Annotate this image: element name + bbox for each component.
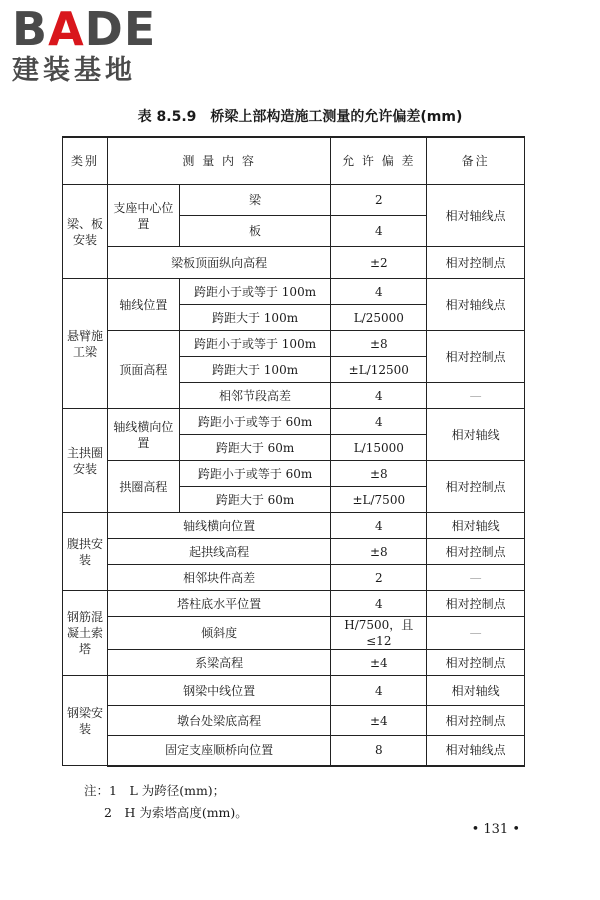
item-cell: 跨距大于 100m bbox=[179, 357, 331, 383]
category-cell: 腹拱安装 bbox=[63, 513, 108, 591]
value-cell: 4 bbox=[331, 409, 427, 435]
table-row bbox=[63, 539, 525, 565]
note-1: 注：1 L 为跨径(mm)； bbox=[84, 783, 226, 798]
remark-cell: — bbox=[427, 617, 525, 650]
remark-cell: 相对控制点 bbox=[427, 591, 525, 617]
remark-cell: 相对控制点 bbox=[427, 706, 525, 736]
remark-cell: — bbox=[427, 383, 525, 409]
value-cell: ±8 bbox=[331, 331, 427, 357]
header-remark: 备注 bbox=[427, 137, 525, 185]
group-cell: 顶面高程 bbox=[107, 331, 179, 409]
item-cell: 起拱线高程 bbox=[107, 539, 330, 565]
remark-cell: 相对控制点 bbox=[427, 650, 525, 676]
table-row bbox=[63, 650, 525, 676]
remark-cell: 相对轴线点 bbox=[427, 736, 525, 766]
category-cell: 主拱圈安装 bbox=[63, 409, 108, 513]
table-row bbox=[63, 279, 525, 305]
item-cell: 固定支座顺桥向位置 bbox=[107, 736, 330, 766]
item-cell: 相邻节段高差 bbox=[179, 383, 331, 409]
item-cell: 跨距大于 100m bbox=[179, 305, 331, 331]
group-cell: 轴线位置 bbox=[107, 279, 179, 331]
table-row bbox=[63, 331, 525, 357]
value-cell: 8 bbox=[331, 736, 427, 766]
value-cell: ±4 bbox=[331, 706, 427, 736]
tolerance-table bbox=[62, 136, 525, 767]
item-cell: 系梁高程 bbox=[107, 650, 330, 676]
category-cell: 悬臂施工梁 bbox=[63, 279, 108, 409]
item-cell: 墩台处梁底高程 bbox=[107, 706, 330, 736]
remark-cell: 相对控制点 bbox=[427, 461, 525, 513]
item-cell: 跨距小于或等于 60m bbox=[179, 461, 331, 487]
item-cell: 梁 bbox=[179, 185, 331, 216]
note-2: 2 H 为索塔高度(mm)。 bbox=[104, 805, 248, 820]
table-row bbox=[63, 247, 525, 279]
value-cell: H/7500，且≤12 bbox=[331, 617, 427, 650]
remark-cell: 相对轴线点 bbox=[427, 279, 525, 331]
table-row bbox=[63, 591, 525, 617]
item-cell: 梁板顶面纵向高程 bbox=[107, 247, 330, 279]
page-number: • 131 • bbox=[471, 822, 520, 837]
logo-subtitle: 建装基地 bbox=[12, 55, 136, 86]
item-cell: 钢梁中线位置 bbox=[107, 676, 330, 706]
table-row bbox=[63, 565, 525, 591]
value-cell: L/15000 bbox=[331, 435, 427, 461]
value-cell: 4 bbox=[331, 513, 427, 539]
item-cell: 跨距小于或等于 100m bbox=[179, 279, 331, 305]
table-row bbox=[63, 185, 525, 216]
category-cell: 梁、板安装 bbox=[63, 185, 108, 279]
remark-cell: 相对轴线 bbox=[427, 513, 525, 539]
table-row bbox=[63, 617, 525, 650]
value-cell: 4 bbox=[331, 676, 427, 706]
value-cell: 4 bbox=[331, 216, 427, 247]
table-row bbox=[63, 676, 525, 706]
table-title: 表 8.5.9 桥梁上部构造施工测量的允许偏差(mm) bbox=[137, 109, 463, 125]
header-category: 类别 bbox=[63, 137, 108, 185]
remark-cell: 相对轴线点 bbox=[427, 185, 525, 247]
value-cell: 2 bbox=[331, 565, 427, 591]
item-cell: 相邻块件高差 bbox=[107, 565, 330, 591]
remark-cell: 相对轴线 bbox=[427, 409, 525, 461]
value-cell: ±L/7500 bbox=[331, 487, 427, 513]
table-row bbox=[63, 461, 525, 487]
remark-cell: — bbox=[427, 565, 525, 591]
table-notes bbox=[84, 780, 248, 824]
value-cell: 4 bbox=[331, 279, 427, 305]
table-header-row bbox=[63, 137, 525, 185]
header-tolerance: 允 许 偏 差 bbox=[331, 137, 427, 185]
value-cell: L/25000 bbox=[331, 305, 427, 331]
value-cell: 4 bbox=[331, 591, 427, 617]
value-cell: 4 bbox=[331, 383, 427, 409]
item-cell: 倾斜度 bbox=[107, 617, 330, 650]
logo-wordmark: BADE bbox=[12, 2, 157, 56]
item-cell: 板 bbox=[179, 216, 331, 247]
group-cell: 支座中心位置 bbox=[107, 185, 179, 247]
item-cell: 跨距大于 60m bbox=[179, 487, 331, 513]
table-row bbox=[63, 409, 525, 435]
value-cell: ±8 bbox=[331, 539, 427, 565]
remark-cell: 相对控制点 bbox=[427, 539, 525, 565]
item-cell: 跨距小于或等于 100m bbox=[179, 331, 331, 357]
remark-cell: 相对轴线 bbox=[427, 676, 525, 706]
value-cell: ±4 bbox=[331, 650, 427, 676]
item-cell: 跨距大于 60m bbox=[179, 435, 331, 461]
bade-logo bbox=[12, 2, 182, 86]
value-cell: ±8 bbox=[331, 461, 427, 487]
group-cell: 拱圈高程 bbox=[107, 461, 179, 513]
remark-cell: 相对控制点 bbox=[427, 331, 525, 383]
remark-cell: 相对控制点 bbox=[427, 247, 525, 279]
item-cell: 跨距小于或等于 60m bbox=[179, 409, 331, 435]
table-row bbox=[63, 736, 525, 766]
item-cell: 塔柱底水平位置 bbox=[107, 591, 330, 617]
value-cell: 2 bbox=[331, 185, 427, 216]
category-cell: 钢梁安装 bbox=[63, 676, 108, 766]
value-cell: ±L/12500 bbox=[331, 357, 427, 383]
category-cell: 钢筋混凝土索塔 bbox=[63, 591, 108, 676]
value-cell: ±2 bbox=[331, 247, 427, 279]
table-row bbox=[63, 513, 525, 539]
item-cell: 轴线横向位置 bbox=[107, 513, 330, 539]
group-cell: 轴线横向位置 bbox=[107, 409, 179, 461]
header-content: 测 量 内 容 bbox=[107, 137, 330, 185]
table-row bbox=[63, 706, 525, 736]
